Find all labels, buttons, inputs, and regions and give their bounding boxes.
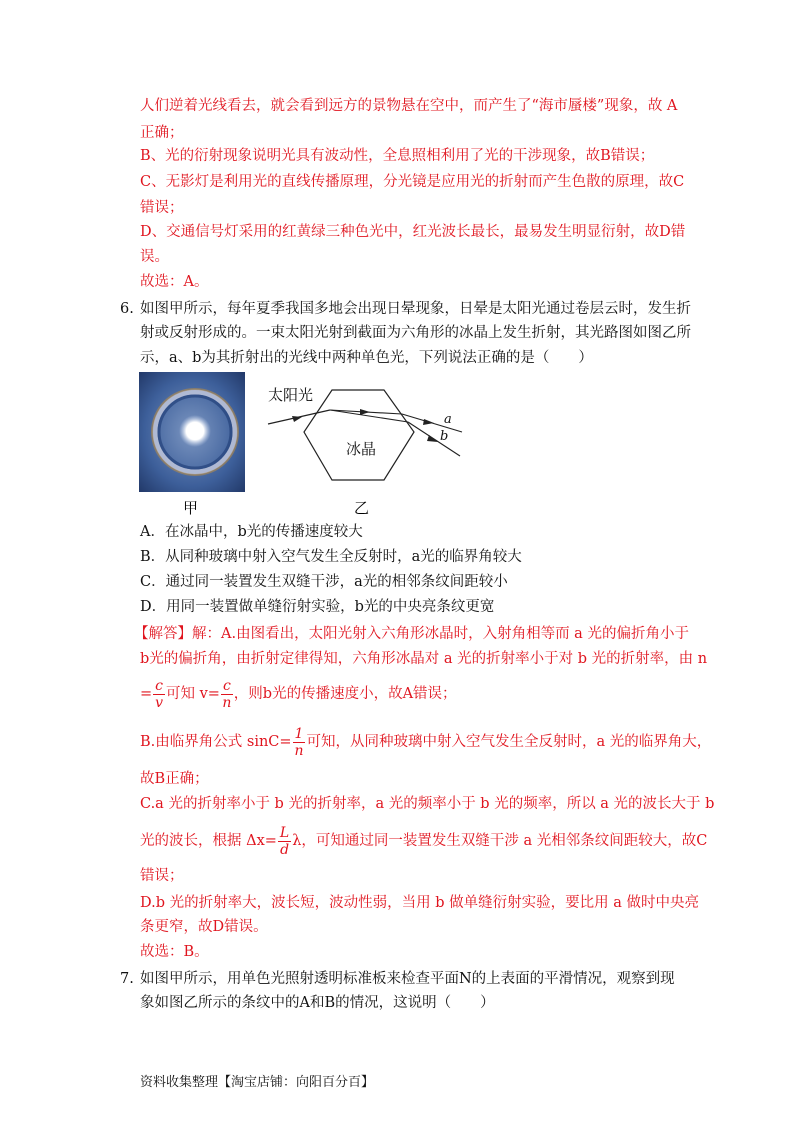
label-ray-b: b: [440, 429, 449, 444]
prev-answer-line-8: 故选：A。: [140, 274, 209, 290]
answer-line-9: D.b 光的折射率大，波长短，波动性弱，当用 b 做单缝衍射实验，要比用 a 做时中央亮: [140, 895, 699, 911]
answer-tag: 【解答】: [134, 626, 192, 642]
question-7-line-1: 如图甲所示，用单色光照射透明标准板来检查平面N的上表面的平滑情况，观察到现: [140, 971, 675, 987]
answer-line-2: b光的偏折角，由折射定律得知，六角形冰晶对 a 光的折射率小于对 b 光的折射率，由 n: [140, 651, 708, 667]
option-d: D．用同一装置做单缝衍射实验，b光的中央亮条纹更宽: [140, 599, 495, 615]
answer-line-7: 光的波长，根据 Δx= $\frac{L}{d}$ λ，可知通过同一装置发生双缝干涉 a 光相邻条纹间距较大，故C: [140, 824, 708, 858]
label-ray-a: a: [444, 412, 452, 427]
prev-answer-line-6: D、交通信号灯采用的红黄绿三种色光中，红光波长最长，最易发生明显衍射，故D错: [140, 224, 686, 240]
option-b: B．从同种玻璃中射入空气发生全反射时，a光的临界角较大: [140, 549, 522, 565]
fraction-c-over-v: $\frac{c}{v}$: [155, 677, 164, 711]
hexagon-crystal: [304, 390, 414, 480]
prev-answer-line-5: 错误；: [140, 200, 184, 216]
option-c: C．通过同一装置发生双缝干涉，a光的相邻条纹间距较小: [140, 574, 508, 590]
question-6-number: 6.: [120, 301, 134, 317]
page-footer: 资料收集整理【淘宝店铺：向阳百分百】: [140, 1075, 375, 1090]
figure-jia-caption: 甲: [183, 499, 199, 517]
fraction-1-over-n: $\frac{1}{n}$: [294, 725, 304, 759]
question-7-line-2: 象如图乙所示的条纹中的A和B的情况，这说明（ ）: [140, 995, 495, 1011]
prev-answer-line-7: 误。: [140, 249, 169, 265]
question-6-line-2: 射或反射形成的。一束太阳光射到截面为六角形的冰晶上发生折射，其光路图如图乙所: [140, 325, 691, 341]
answer-line-1: 【解答】解：A.由图看出，太阳光射入六角形冰晶时，入射角相等而 a 光的偏折角小于: [134, 626, 689, 642]
prev-answer-line-3: B、光的衍射现象说明光具有波动性，全息照相利用了光的干涉现象，故B错误；: [140, 148, 655, 164]
question-6-line-1: 如图甲所示，每年夏季我国多地会出现日晕现象，日晕是太阳光通过卷层云时，发生折: [140, 301, 691, 317]
fraction-c-over-n: $\frac{c}{n}$: [222, 677, 232, 711]
prev-answer-line-4: C、无影灯是利用光的直线传播原理，分光镜是应用光的折射而产生色散的原理，故C: [140, 174, 685, 190]
answer-line-11: 故选：B。: [140, 944, 209, 960]
figure-jia-halo-photo: [139, 372, 245, 492]
label-sunlight: 太阳光: [268, 386, 314, 404]
label-ice-crystal: 冰晶: [346, 440, 377, 458]
fraction-l-over-d: $\frac{L}{d}$: [279, 824, 290, 858]
answer-line-8: 错误；: [140, 868, 184, 884]
answer-line-3: = $\frac{c}{v}$ 可知 v= $\frac{c}{n}$ ，则b光的传播速度小，故A错误；: [140, 677, 457, 711]
answer-line-4: B.由临界角公式 sinC= $\frac{1}{n}$ 可知，从同种玻璃中射入空气发生全反射时，a 光的临界角大，: [140, 725, 712, 759]
prev-answer-line-2: 正确；: [140, 125, 184, 141]
figure-yi-caption: 乙: [354, 499, 370, 517]
answer-line-10: 条更窄，故D错误。: [140, 919, 268, 935]
question-7-number: 7.: [120, 971, 134, 987]
question-6-line-3: 示，a、b为其折射出的光线中两种单色光，下列说法正确的是（ ）: [140, 350, 593, 366]
figure-yi-crystal-diagram: [262, 376, 467, 488]
option-a: A．在冰晶中，b光的传播速度较大: [140, 524, 363, 540]
prev-answer-line-1: 人们逆着光线看去，就会看到远方的景物悬在空中，而产生了“海市蜃楼”现象，故 A: [140, 98, 678, 114]
answer-line-5: 故B正确；: [140, 771, 209, 787]
answer-line-6: C.a 光的折射率小于 b 光的折射率，a 光的频率小于 b 光的频率，所以 a 光的波长大于 b: [140, 796, 715, 812]
